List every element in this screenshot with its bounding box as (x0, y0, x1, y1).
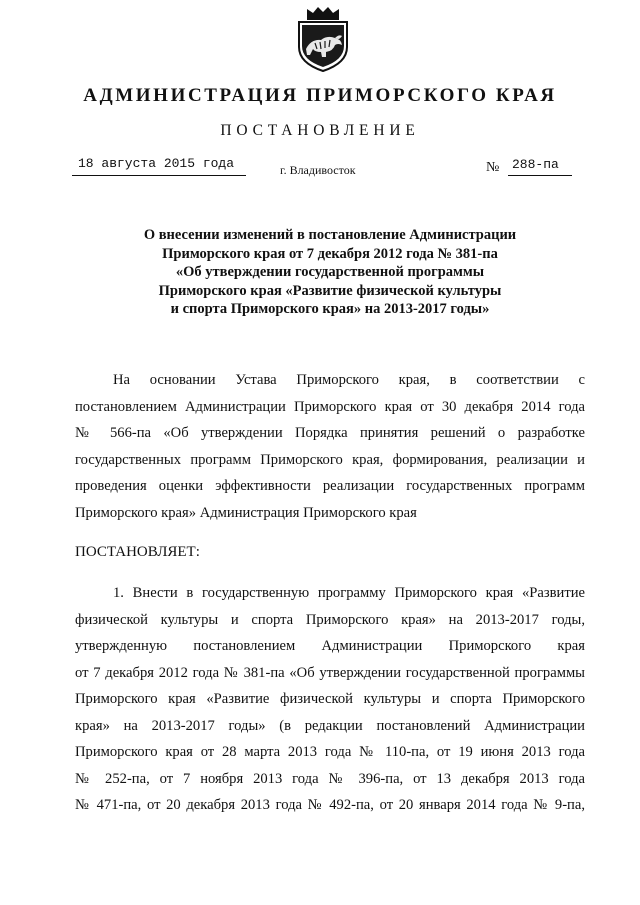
preamble-paragraph (75, 367, 585, 526)
organization-name: АДМИНИСТРАЦИЯ ПРИМОРСКОГО КРАЯ (83, 85, 557, 106)
primorye-coat-of-arms-icon (293, 5, 353, 73)
title-line: О внесении изменений в постановление Администрации (143, 227, 517, 243)
document-type: ПОСТАНОВЛЕНИЕ (220, 122, 420, 139)
title-line: Приморского края «Развитие физической культуры (158, 282, 502, 299)
paragraph-line: утвержденную постановлением Администрации Приморского края (75, 638, 585, 654)
paragraph-line: края» на 2013-2017 годы» (в редакции постановлений Администрации (75, 717, 585, 734)
paragraph-line: № 252-па, от 7 ноября 2013 года № 396-па, от 13 декабря 2013 года (75, 770, 585, 787)
paragraph-line: государственных программ Приморского края, формирования, реализации и (75, 451, 585, 468)
paragraph-line: № 566-па «Об утверждении Порядка принятия решений о разработке (75, 425, 585, 441)
decree-word: ПОСТАНОВЛЯЕТ: (75, 544, 200, 560)
paragraph-line: от 7 декабря 2012 года № 381-па «Об утверждении государственной программы (75, 664, 585, 681)
document-number: 288-па (512, 157, 559, 172)
paragraph-line: физической культуры и спорта Приморского края» на 2013-2017 годы, (75, 611, 585, 628)
clause-1-paragraph (75, 580, 585, 819)
paragraph-line: проведения оценки эффективности реализации государственных программ (75, 478, 585, 494)
number-label: № (486, 160, 500, 175)
document-date: 18 августа 2015 года (78, 156, 235, 171)
title-line: «Об утверждении государственной программы (175, 264, 485, 280)
number-underline (508, 175, 572, 176)
paragraph-line: Приморского края» Администрация Приморского края (75, 504, 417, 521)
paragraph-line: № 471-па, от 20 декабря 2013 года № 492-па, от 20 января 2014 года № 9-па, (75, 797, 585, 813)
date-underline (72, 175, 246, 176)
paragraph-line: Приморского края «Развитие физической культуры и спорта Приморского (75, 691, 585, 707)
title-line: Приморского края от 7 декабря 2012 года № 381-па (162, 245, 498, 262)
paragraph-line: постановлением Администрации Приморского края от 30 декабря 2014 года (75, 398, 585, 415)
document-title (60, 226, 600, 319)
paragraph-line: 1. Внести в государственную программу Приморского края «Развитие (113, 585, 585, 601)
document-city: г. Владивосток (280, 163, 356, 177)
title-line: и спорта Приморского края» на 2013-2017 годы» (170, 301, 490, 317)
paragraph-line: Приморского края от 28 марта 2013 года № 110-па, от 19 июня 2013 года (75, 744, 585, 760)
paragraph-line: На основании Устава Приморского края, в соответствии с (113, 372, 585, 388)
